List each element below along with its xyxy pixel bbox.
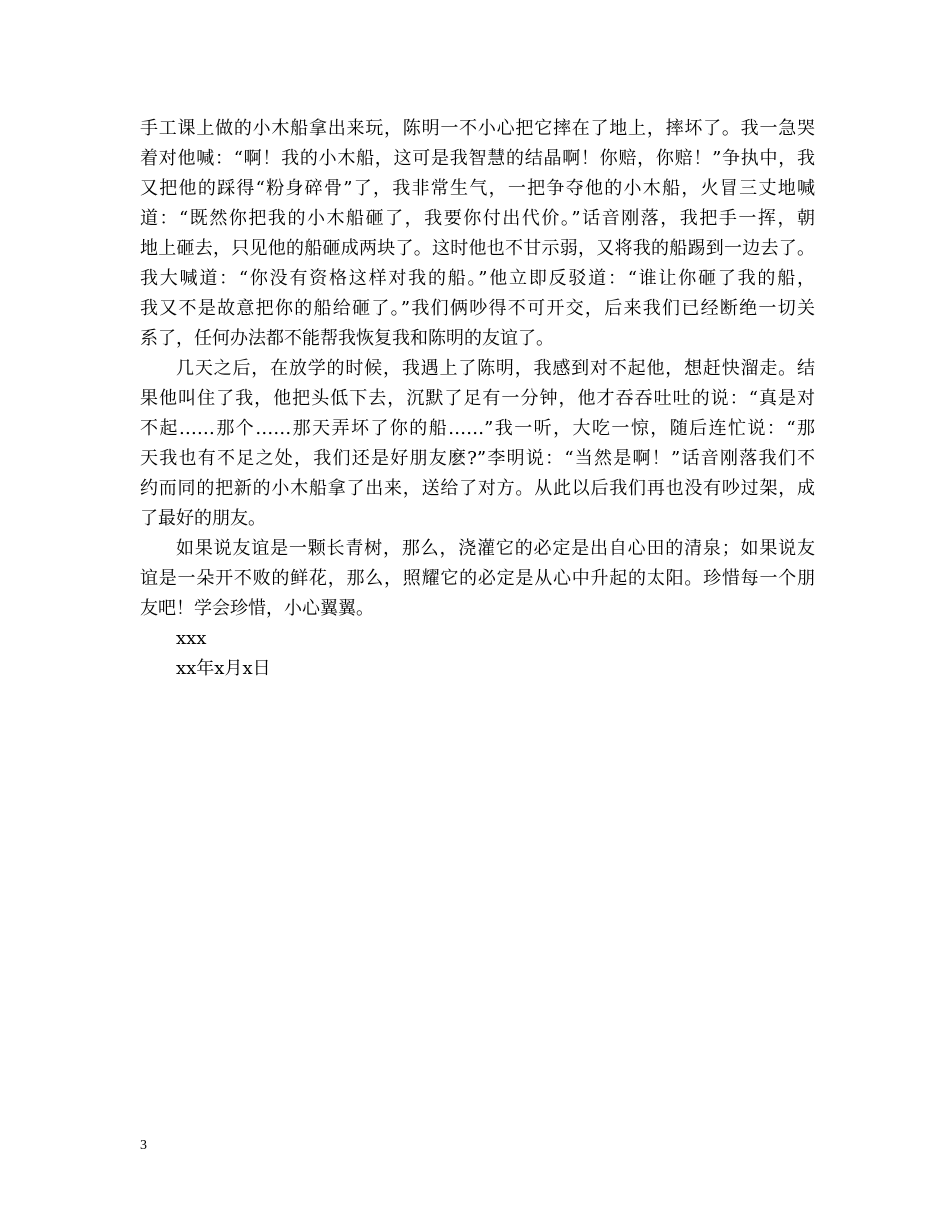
text-line: 天我也有不足之处，我们还是好朋友麽?”李明说：“当然是啊！”话音刚落我们不 [140, 448, 815, 469]
text-line: 了最好的朋友。 [140, 508, 266, 529]
text-line: 系了，任何办法都不能帮我恢复我和陈明的友谊了。 [140, 328, 554, 349]
text-line: 又把他的踩得“粉身碎骨”了，我非常生气，一把争夺他的小木船，火冒三丈地喊 [140, 178, 815, 199]
text-line: 手工课上做的小木船拿出来玩，陈明一不小心把它摔在了地上，摔坏了。我一急哭 [140, 118, 815, 139]
paragraph-3 [140, 534, 815, 624]
text-line: 道：“既然你把我的小木船砸了，我要你付出代价。”话音刚落，我把手一挥，朝 [140, 208, 815, 229]
text-line: 我又不是故意把你的船给砸了。”我们俩吵得不可开交，后来我们已经断绝一切关 [140, 298, 815, 319]
paragraph-2 [140, 354, 815, 534]
paragraph-1 [140, 114, 815, 354]
body-text [140, 114, 815, 684]
text-line: 我大喊道：“你没有资格这样对我的船。”他立即反驳道：“谁让你砸了我的船， [140, 268, 815, 289]
text-line: 如果说友谊是一颗长青树，那么，浇灌它的必定是出自心田的清泉；如果说友 [176, 538, 815, 559]
text-line: 谊是一朵开不败的鲜花，那么，照耀它的必定是从心中升起的太阳。珍惜每一个朋 [140, 568, 815, 589]
text-line: 约而同的把新的小木船拿了出来，送给了对方。从此以后我们再也没有吵过架，成 [140, 478, 815, 499]
signature-date: xx年x月x日 [176, 658, 271, 679]
text-line: 果他叫住了我，他把头低下去，沉默了足有一分钟，他才吞吞吐吐的说：“真是对 [140, 388, 815, 409]
text-line: 不起……那个……那天弄坏了你的船……”我一听，大吃一惊，随后连忙说：“那 [140, 418, 815, 439]
text-line: 几天之后，在放学的时候，我遇上了陈明，我感到对不起他，想赶快溜走。结 [176, 358, 815, 379]
signature-name: xxx [176, 628, 207, 649]
page-number: 3 [140, 1138, 147, 1153]
text-line: 地上砸去，只见他的船砸成两块了。这时他也不甘示弱，又将我的船踢到一边去了。 [140, 238, 815, 259]
text-line: 着对他喊：“啊！我的小木船，这可是我智慧的结晶啊！你赔，你赔！”争执中，我 [140, 148, 815, 169]
text-line: 友吧！学会珍惜，小心翼翼。 [140, 598, 374, 619]
